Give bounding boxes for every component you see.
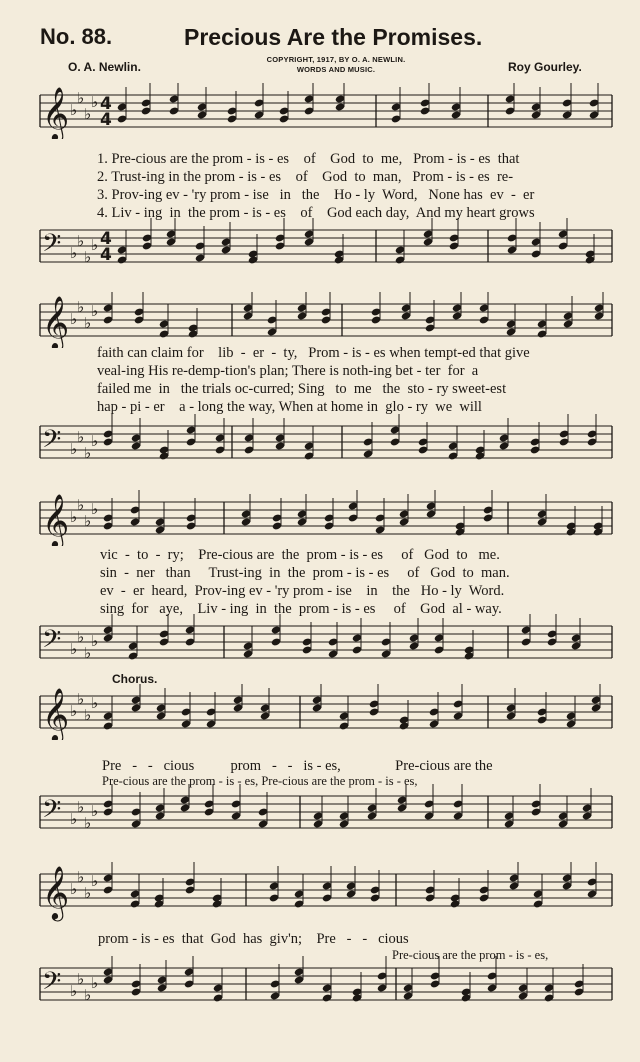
svg-text:♭: ♭ xyxy=(70,640,78,658)
svg-text:♭: ♭ xyxy=(77,428,85,446)
chorus-label: Chorus. xyxy=(112,672,158,686)
svg-text:𝄢: 𝄢 xyxy=(42,229,62,264)
svg-text:♭: ♭ xyxy=(84,444,92,462)
copyright-notice xyxy=(236,55,436,75)
svg-text:4: 4 xyxy=(100,110,112,130)
svg-text:𝄢: 𝄢 xyxy=(42,795,62,830)
svg-text:𝄞: 𝄞 xyxy=(42,865,70,919)
svg-text:♭: ♭ xyxy=(70,244,78,262)
bass-staff-2 xyxy=(0,414,640,484)
system3-verse-2: sin - ner than Trust-ing in the prom - is - es of God to man. xyxy=(100,565,510,581)
svg-text:♭: ♭ xyxy=(70,310,78,328)
svg-text:♭: ♭ xyxy=(84,512,92,530)
system1-verse-2: 2. Trust-ing in the prom - is - es of God to man, Prom - is - es re- xyxy=(97,169,514,185)
svg-text:𝄢: 𝄢 xyxy=(42,625,62,660)
bass-staff-5 xyxy=(0,956,640,1026)
treble-staff-1 xyxy=(0,83,640,139)
system1-verse-4: 4. Liv - ing in the prom - is - es of God each day, And my heart grows xyxy=(97,205,535,221)
svg-text:♭: ♭ xyxy=(84,314,92,332)
svg-text:♭: ♭ xyxy=(70,440,78,458)
svg-text:♭: ♭ xyxy=(70,508,78,526)
svg-text:♭: ♭ xyxy=(77,628,85,646)
system1-verse-3: 3. Prov-ing ev - 'ry prom - ise in the Ho - ly Word, None has ev - er xyxy=(97,187,535,203)
svg-text:♭: ♭ xyxy=(77,298,85,316)
svg-text:𝄞: 𝄞 xyxy=(42,295,70,348)
system5-melody-lyric: prom - is - es that God has giv'n; Pre - - cious xyxy=(98,931,409,947)
svg-text:♭: ♭ xyxy=(70,982,78,1000)
svg-text:𝄞: 𝄞 xyxy=(42,86,70,139)
hymn-number: No. 88. xyxy=(40,24,113,49)
svg-text:♭: ♭ xyxy=(91,93,99,111)
system3-verse-3: ev - er heard, Prov-ing ev - 'ry prom - ise in the Ho - ly Word. xyxy=(100,583,505,599)
system1-verse-1: 1. Pre-cious are the prom - is - es of God to me, Prom - is - es that xyxy=(97,151,520,167)
system3-verse-4: sing for aye, Liv - ing in the prom - is - es of God al - way. xyxy=(100,601,502,617)
bass-staff-4 xyxy=(0,784,640,854)
treble-staff-2 xyxy=(0,292,640,348)
svg-text:♭: ♭ xyxy=(70,880,78,898)
svg-text:♭: ♭ xyxy=(84,986,92,1004)
hymn-title: Precious Are the Promises. xyxy=(184,24,483,50)
copyright-line-2: WORDS AND MUSIC. xyxy=(296,65,376,74)
chorus-echo-lyric: Pre-cious are the prom - is - es, Pre-cious are the prom - is - es, xyxy=(102,774,418,788)
system2-verse-3: failed me in the trials oc-curred; Sing to me the sto - ry sweet-est xyxy=(97,381,507,397)
svg-text:♭: ♭ xyxy=(70,101,78,119)
svg-text:♭: ♭ xyxy=(91,974,99,992)
treble-staff-3 xyxy=(0,490,640,546)
bass-staff-3 xyxy=(0,614,640,674)
svg-text:♭: ♭ xyxy=(91,802,99,820)
svg-text:♭: ♭ xyxy=(91,302,99,320)
svg-text:♭: ♭ xyxy=(91,236,99,254)
svg-text:𝄢: 𝄢 xyxy=(42,967,62,1002)
system3-verse-1: vic - to - ry; Pre-cious are the prom - is - es of God to me. xyxy=(100,547,500,563)
system2-verse-4: hap - pi - er a - long the way, When at home in glo - ry we will xyxy=(97,399,482,415)
svg-text:♭: ♭ xyxy=(77,232,85,250)
system5-echo-lyric: Pre-cious are the prom - is - es, xyxy=(392,948,549,962)
svg-text:4: 4 xyxy=(100,94,112,114)
svg-text:♭: ♭ xyxy=(77,89,85,107)
svg-text:♭: ♭ xyxy=(91,632,99,650)
svg-text:♭: ♭ xyxy=(77,690,85,708)
svg-text:♭: ♭ xyxy=(84,248,92,266)
svg-text:♭: ♭ xyxy=(77,798,85,816)
svg-text:♭: ♭ xyxy=(91,694,99,712)
author-credit: O. A. Newlin. xyxy=(68,60,141,74)
system2-verse-2: veal-ing His re-demp-tion's plan; There is noth-ing bet - ter for a xyxy=(97,363,479,379)
svg-text:♭: ♭ xyxy=(84,706,92,724)
svg-text:♭: ♭ xyxy=(84,884,92,902)
composer-credit: Roy Gourley. xyxy=(508,60,582,74)
svg-text:♭: ♭ xyxy=(84,105,92,123)
svg-text:♭: ♭ xyxy=(84,814,92,832)
svg-text:♭: ♭ xyxy=(91,872,99,890)
treble-staff-4 xyxy=(0,684,640,740)
svg-text:𝄞: 𝄞 xyxy=(42,493,70,546)
treble-staff-5 xyxy=(0,862,640,922)
svg-text:♭: ♭ xyxy=(77,970,85,988)
svg-text:♭: ♭ xyxy=(70,810,78,828)
bass-staff-1 xyxy=(0,218,640,288)
svg-text:𝄢: 𝄢 xyxy=(42,425,62,460)
svg-text:4: 4 xyxy=(100,229,112,249)
svg-text:4: 4 xyxy=(100,245,112,265)
svg-text:♭: ♭ xyxy=(91,500,99,518)
svg-text:♭: ♭ xyxy=(70,702,78,720)
svg-text:♭: ♭ xyxy=(77,496,85,514)
svg-text:♭: ♭ xyxy=(77,868,85,886)
chorus-melody-lyric: Pre - - cious prom - - is - es, Pre-cious are the xyxy=(102,758,493,774)
system2-verse-1: faith can claim for lib - er - ty, Prom - is - es when tempt-ed that give xyxy=(97,345,530,361)
svg-text:♭: ♭ xyxy=(84,644,92,662)
copyright-line-1: COPYRIGHT, 1917, BY O. A. NEWLIN. xyxy=(266,55,406,64)
svg-text:𝄞: 𝄞 xyxy=(42,687,70,740)
svg-text:♭: ♭ xyxy=(91,432,99,450)
